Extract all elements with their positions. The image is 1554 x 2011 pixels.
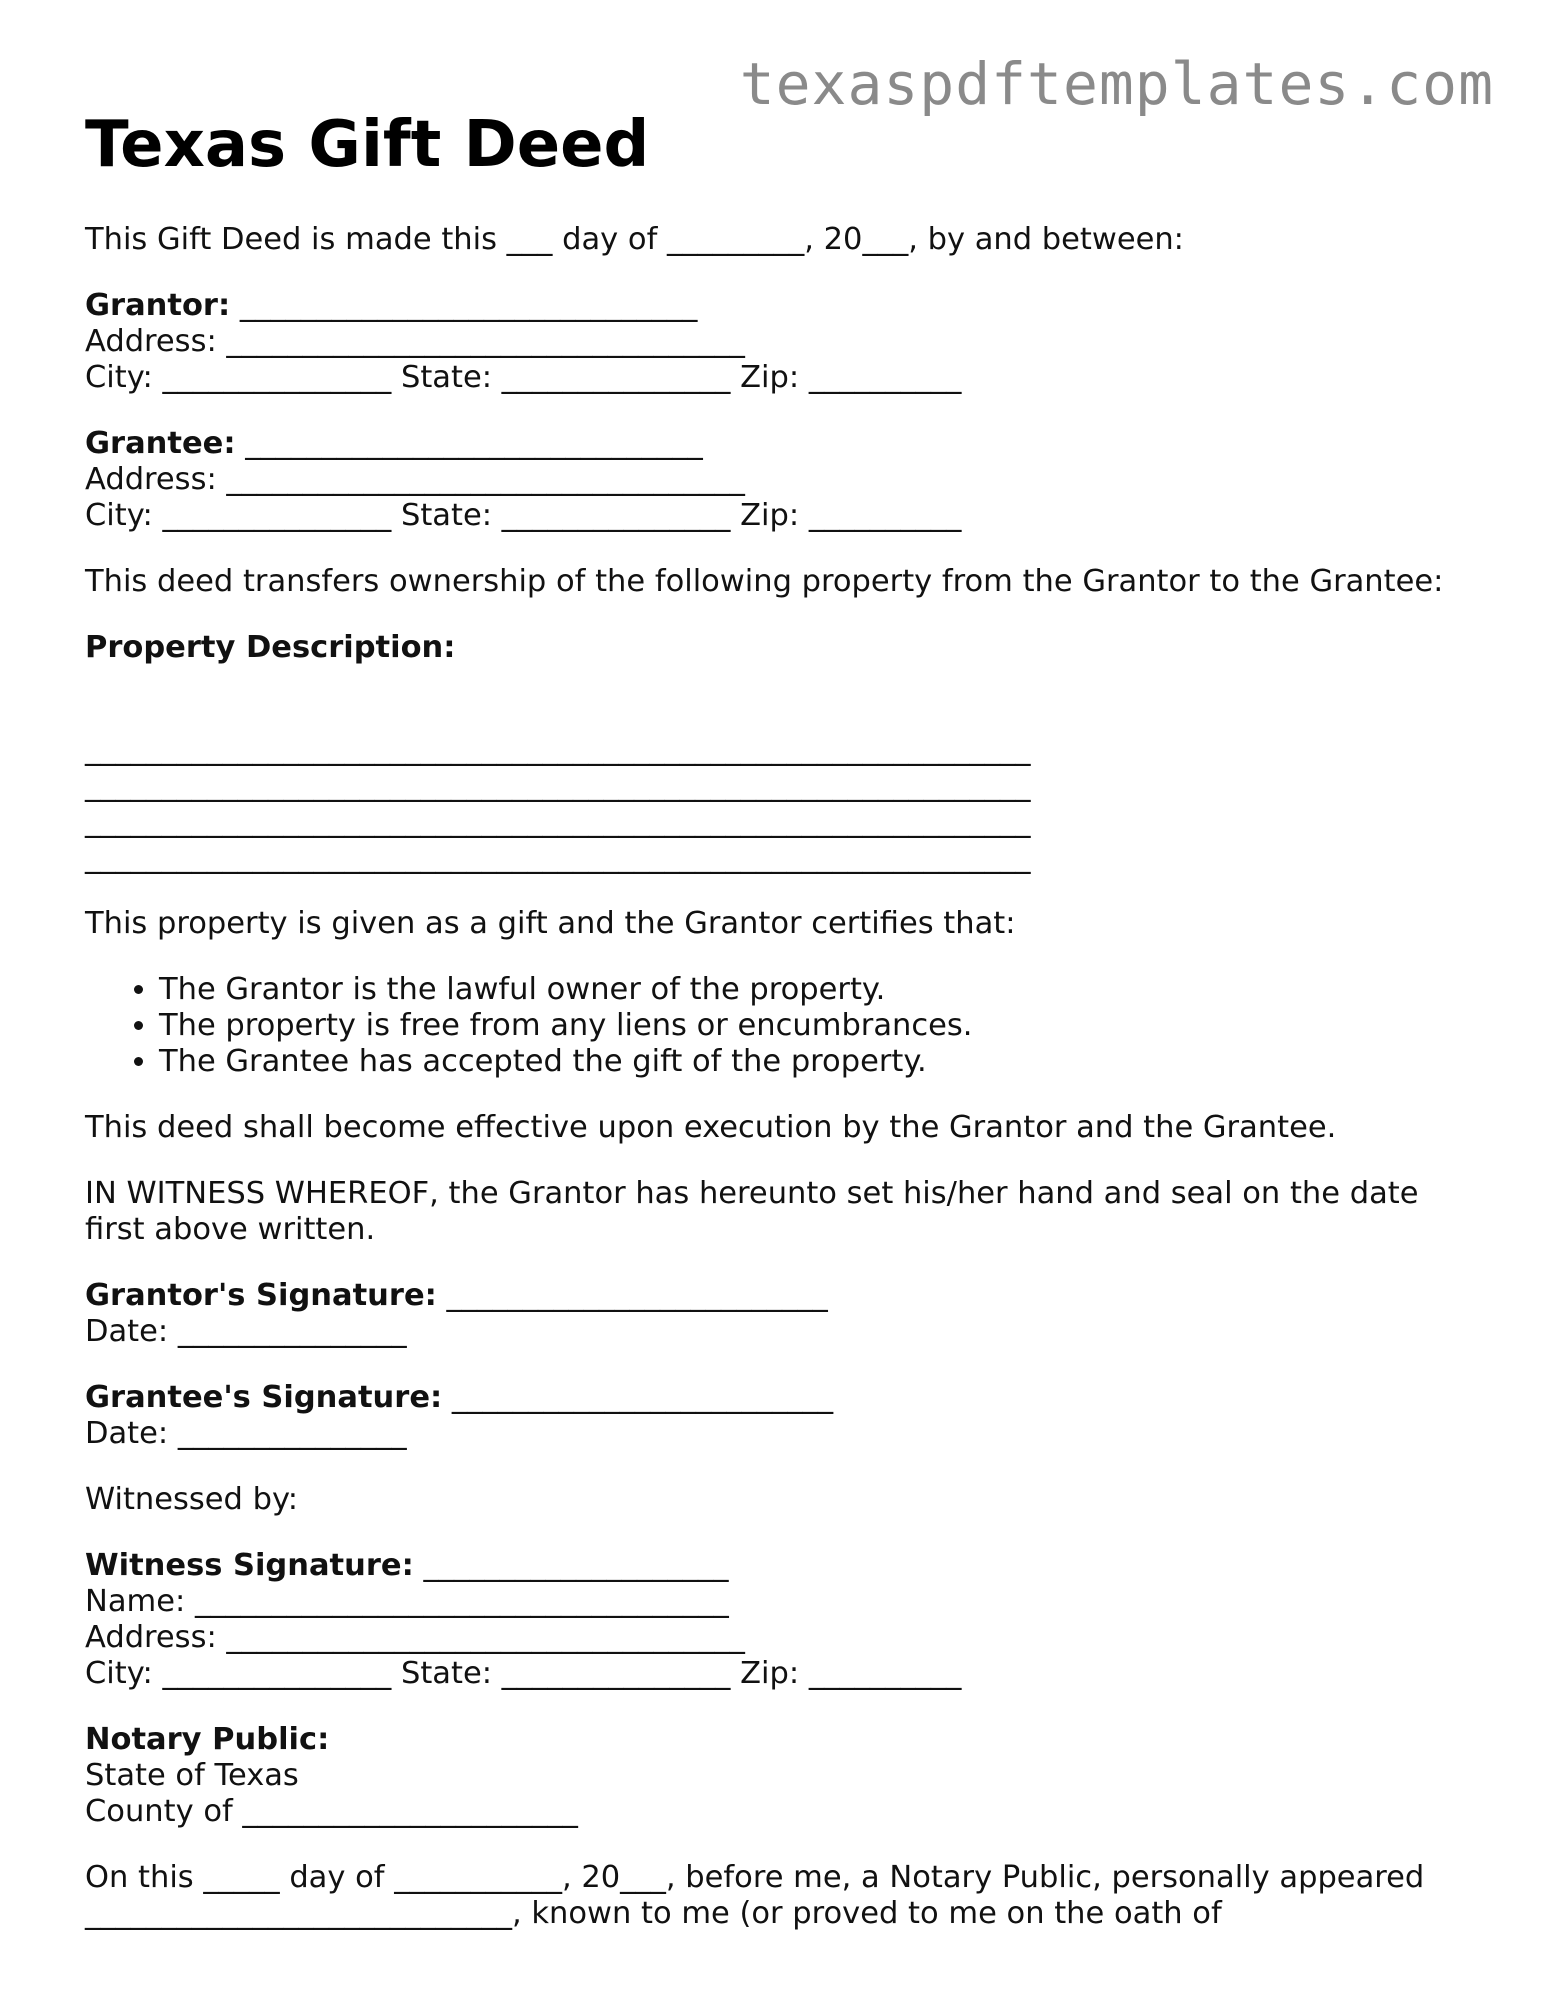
grantor-signature-label: Grantor's Signature:: [85, 1278, 437, 1313]
witnessed-by-text: Witnessed by:: [85, 1482, 299, 1517]
transfer-text: This deed transfers ownership of the following property from the Grantor to the Grantee:: [85, 564, 1444, 599]
list-item: • The Grantee has accepted the gift of the property.: [159, 1044, 1485, 1080]
notary-county-field[interactable]: County of ______________________: [85, 1794, 578, 1829]
notary-statement-line[interactable]: On this _____ day of ___________, 20___, before me, a Notary Public, personally appeared: [85, 1860, 1425, 1895]
grantee-signature-field[interactable]: _________________________: [442, 1380, 834, 1415]
grantor-city-state-zip-field[interactable]: City: _______________ State: _______________ Zip: __________: [85, 360, 962, 395]
grantor-signature-block: [85, 1278, 1485, 1350]
grantor-name-field[interactable]: ______________________________: [230, 288, 698, 323]
notary-statement-line[interactable]: ____________________________, known to me (or proved to me on the oath of: [85, 1896, 1222, 1931]
gift-text: This property is given as a gift and the Grantor certifies that:: [85, 906, 1016, 941]
witness-city-state-zip-field[interactable]: City: _______________ State: _______________ Zip: __________: [85, 1656, 962, 1691]
site-watermark: texaspdftemplates.com: [739, 50, 1494, 118]
grantee-label: Grantee:: [85, 426, 236, 461]
property-line[interactable]: ______________________________________________________________: [85, 768, 1031, 803]
property-description-lines: [85, 732, 1485, 876]
effective-text: This deed shall become effective upon execution by the Grantor and the Grantee.: [85, 1110, 1337, 1145]
grantee-block: [85, 426, 1485, 534]
grantee-date-field[interactable]: Date: _______________: [85, 1416, 407, 1451]
notary-label: Notary Public:: [85, 1722, 330, 1757]
grantor-block: [85, 288, 1485, 396]
list-item: • The property is free from any liens or encumbrances.: [159, 1008, 1485, 1044]
deed-body: [85, 222, 1485, 1932]
witness-signature-label: Witness Signature:: [85, 1548, 414, 1583]
grantor-address-field[interactable]: Address: __________________________________: [85, 324, 745, 359]
grantor-signature-field[interactable]: _________________________: [436, 1278, 828, 1313]
property-line[interactable]: ______________________________________________________________: [85, 804, 1031, 839]
intro-text: This Gift Deed is made this ___ day of _________, 20___, by and between:: [85, 222, 1184, 257]
list-item: • The Grantor is the lawful owner of the property.: [159, 972, 1485, 1008]
witness-address-field[interactable]: Address: __________________________________: [85, 1620, 745, 1655]
property-line[interactable]: ______________________________________________________________: [85, 840, 1031, 875]
notary-statement: [85, 1860, 1485, 1932]
grantee-signature-block: [85, 1380, 1485, 1452]
witness-block: [85, 1548, 1485, 1692]
witness-whereof-text: IN WITNESS WHEREOF, the Grantor has hereunto set his/her hand and seal on the date first above written.: [85, 1176, 1419, 1247]
witness-signature-field[interactable]: ____________________: [413, 1548, 729, 1583]
grantee-signature-label: Grantee's Signature:: [85, 1380, 443, 1415]
grantee-city-state-zip-field[interactable]: City: _______________ State: _______________ Zip: __________: [85, 498, 962, 533]
grantee-name-field[interactable]: ______________________________: [235, 426, 703, 461]
property-description-label: Property Description:: [85, 630, 456, 665]
page-title: Texas Gift Deed: [85, 108, 650, 182]
grantor-label: Grantor:: [85, 288, 231, 323]
grantee-address-field[interactable]: Address: __________________________________: [85, 462, 745, 497]
property-line[interactable]: ______________________________________________________________: [85, 732, 1031, 767]
grantor-date-field[interactable]: Date: _______________: [85, 1314, 407, 1349]
certification-list: [85, 972, 1485, 1080]
notary-state: State of Texas: [85, 1758, 299, 1793]
witness-name-field[interactable]: Name: ___________________________________: [85, 1584, 729, 1619]
notary-block: [85, 1722, 1485, 1830]
